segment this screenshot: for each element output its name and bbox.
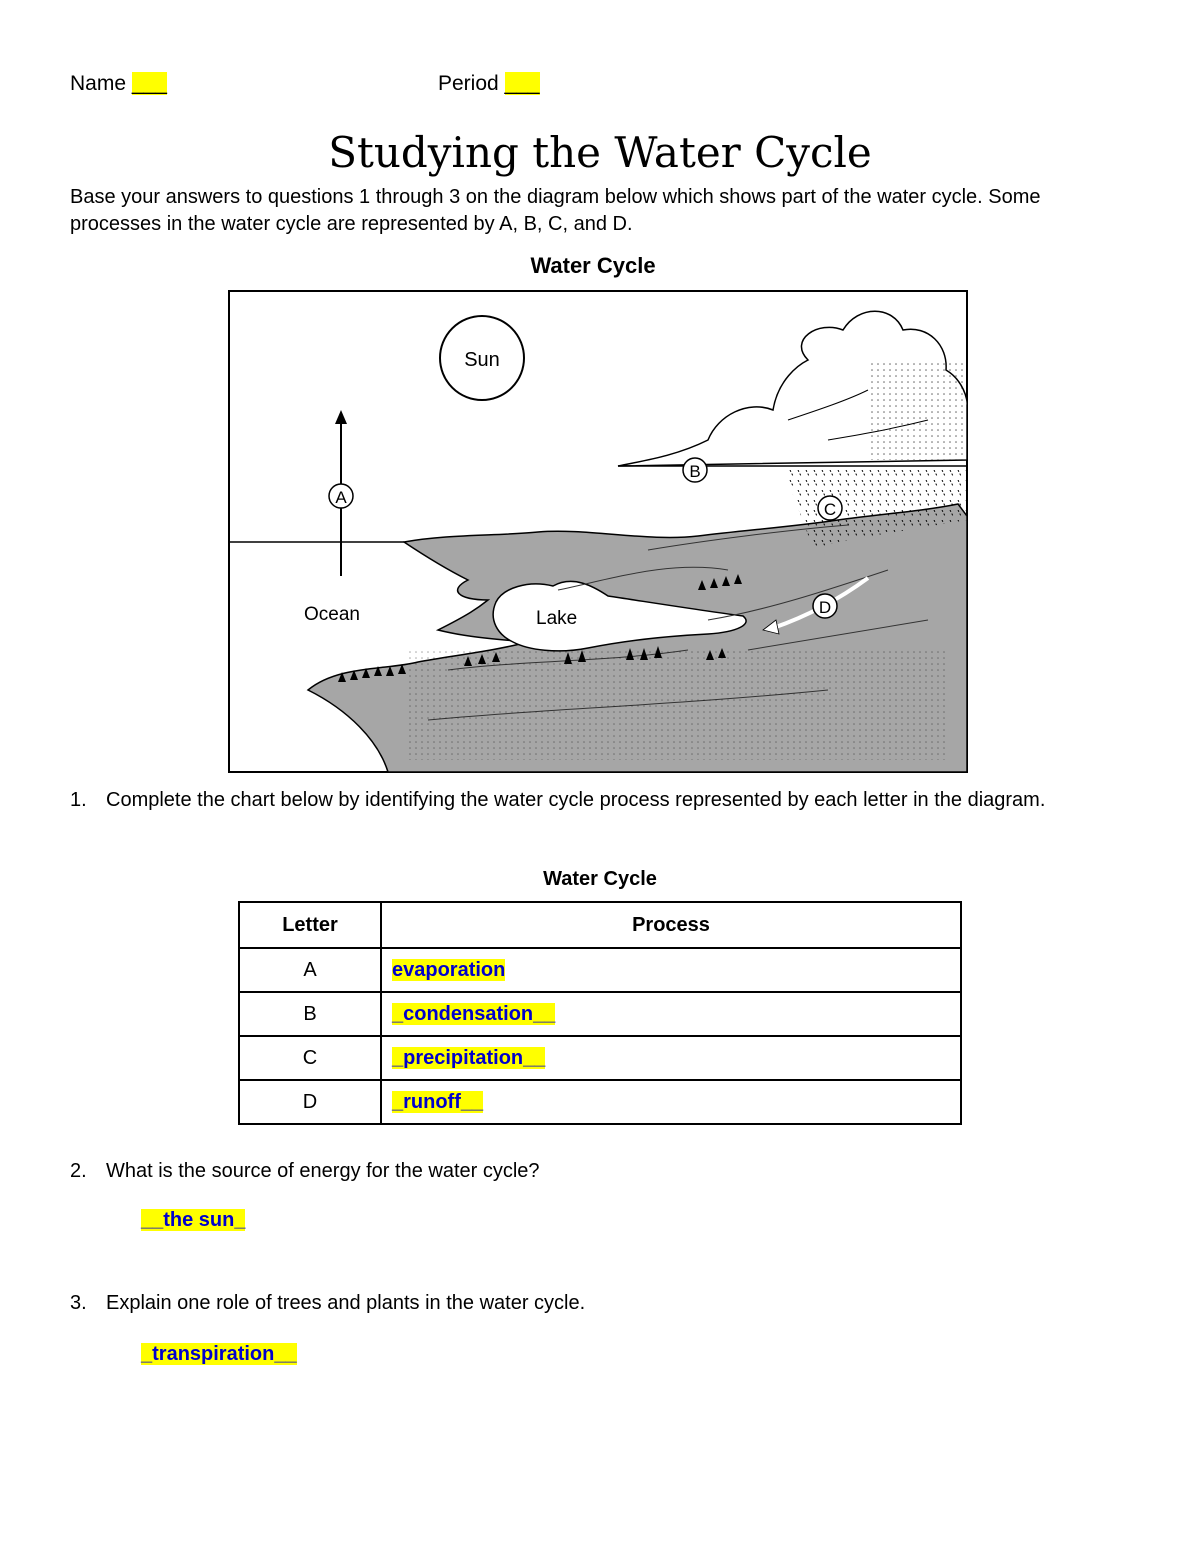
row-process-cell (381, 1080, 961, 1124)
row-letter: C (239, 1036, 381, 1080)
chart-title: Water Cycle (543, 868, 657, 890)
period-blank[interactable]: ___ (504, 72, 540, 95)
question-2 (70, 1158, 1130, 1185)
table-header-row (239, 902, 961, 948)
question-3 (70, 1290, 1130, 1317)
question-2-number: 2. (70, 1160, 87, 1182)
answer-3-text[interactable]: _transpiration__ (141, 1343, 297, 1365)
page-title: Studying the Water Cycle (328, 128, 872, 177)
cloud-texture (868, 360, 967, 460)
name-label: Name (70, 72, 127, 95)
question-3-number: 3. (70, 1292, 87, 1314)
marker-c-label: C (823, 500, 837, 519)
question-3-text: Explain one role of trees and plants in the water cycle. (106, 1292, 586, 1314)
row-letter: A (239, 948, 381, 992)
marker-b-label: B (689, 462, 701, 481)
table-row (239, 992, 961, 1036)
header-letter: Letter (239, 902, 381, 948)
table-row (239, 1080, 961, 1124)
intro-text: Base your answers to questions 1 through 3 on the diagram below which shows part of the water cycle. Some processes in the water cycle are represented by A, B, C, and D. (70, 186, 1041, 235)
ocean-label: Ocean (304, 604, 360, 625)
period-label: Period (438, 72, 499, 95)
water-cycle-diagram (228, 290, 968, 774)
question-2-text: What is the source of energy for the water cycle? (106, 1160, 540, 1182)
marker-a-label: A (335, 488, 347, 507)
table-row (239, 948, 961, 992)
name-blank[interactable]: ___ (131, 72, 167, 95)
row-process-answer[interactable]: _runoff__ (392, 1090, 484, 1113)
diagram-title: Water Cycle (530, 253, 656, 278)
process-table (238, 901, 962, 1125)
name-line (70, 72, 167, 96)
row-process-answer[interactable]: _precipitation__ (392, 1046, 546, 1069)
row-process-answer[interactable]: evaporation (392, 958, 506, 981)
answer-2-text[interactable]: __the sun_ (141, 1209, 246, 1231)
answer-2 (141, 1209, 245, 1232)
terrain-texture (408, 650, 948, 760)
row-process-cell (381, 948, 961, 992)
row-letter: D (239, 1080, 381, 1124)
row-process-cell (381, 1036, 961, 1080)
table-row (239, 1036, 961, 1080)
question-1-text: Complete the chart below by identifying the water cycle process represented by each letter in the diagram. (106, 789, 1046, 811)
lake-label: Lake (536, 608, 578, 629)
row-process-cell (381, 992, 961, 1036)
header-process: Process (381, 902, 961, 948)
period-line (438, 72, 540, 96)
marker-d-label: D (818, 598, 832, 617)
question-1 (70, 787, 1130, 814)
row-letter: B (239, 992, 381, 1036)
question-1-number: 1. (70, 789, 87, 811)
answer-3 (141, 1343, 297, 1366)
sun-label: Sun (464, 349, 500, 371)
row-process-answer[interactable]: _condensation__ (392, 1002, 556, 1025)
